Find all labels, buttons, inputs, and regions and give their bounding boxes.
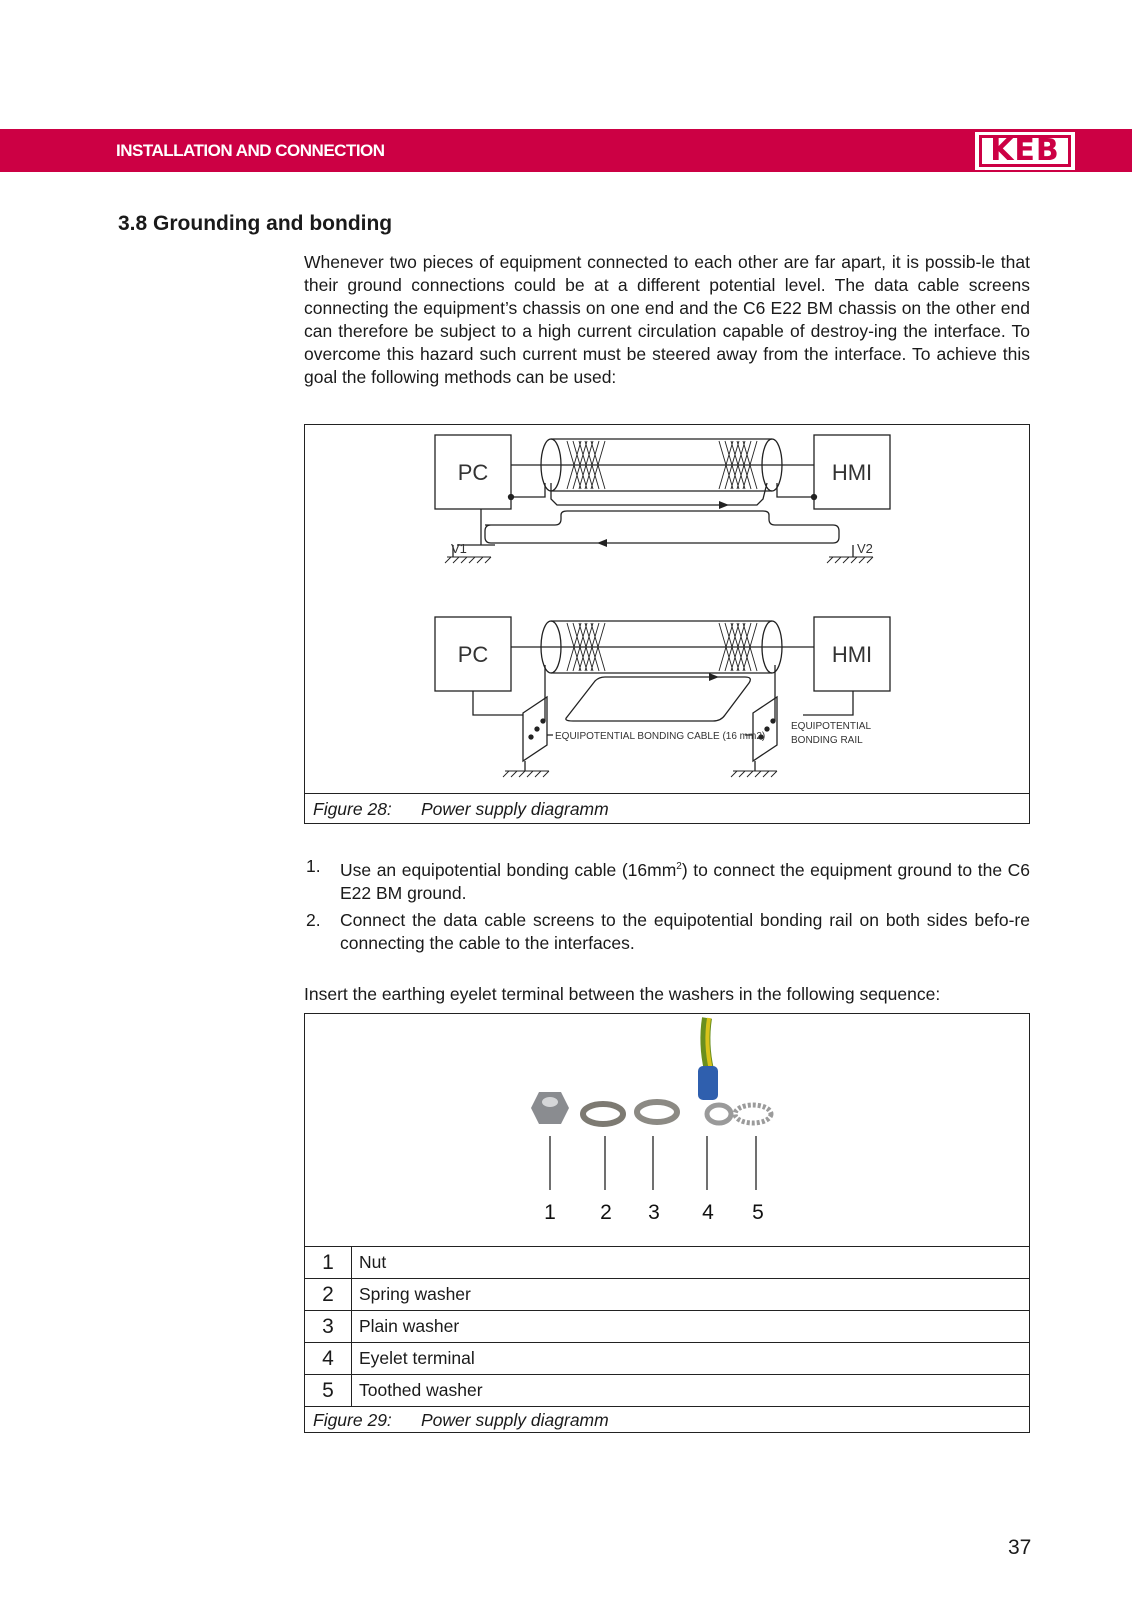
part-name: Eyelet terminal xyxy=(359,1348,475,1368)
figure-28-caption-text: Power supply diagramm xyxy=(421,799,609,819)
callout-2: 2 xyxy=(600,1201,612,1224)
callout-1: 1 xyxy=(544,1201,556,1224)
hmi-label-bottom: HMI xyxy=(831,642,873,667)
superscript: 2 xyxy=(676,861,682,872)
step-text: Connect the data cable screens to the equipotential bonding rail on both sides befo-re connecting the cable to the interfaces. xyxy=(340,909,1030,953)
step-number: 2. xyxy=(306,909,321,930)
header-section-title: INSTALLATION AND CONNECTION xyxy=(116,141,385,160)
rail-label-line2: BONDING RAIL xyxy=(791,735,863,746)
table-row xyxy=(305,1246,1029,1278)
pc-label-bottom: PC xyxy=(457,642,489,667)
eyelet-terminal-icon xyxy=(707,1105,731,1123)
part-number: 3 xyxy=(305,1311,352,1342)
toothed-washer-icon xyxy=(735,1105,771,1123)
table-row xyxy=(305,1342,1029,1374)
callout-3: 3 xyxy=(648,1201,660,1224)
step-text: Use an equipotential bonding cable (16mm xyxy=(340,859,677,880)
v1-label: V1 xyxy=(451,541,467,556)
bonding-cable-label: EQUIPOTENTIAL BONDING CABLE (16 mm2) xyxy=(555,731,766,742)
part-number: 2 xyxy=(305,1279,352,1310)
hmi-label-top: HMI xyxy=(831,460,873,485)
part-name: Plain washer xyxy=(359,1316,460,1336)
figure-29 xyxy=(304,1013,1030,1433)
table-row xyxy=(305,1374,1029,1406)
insert-instruction: Insert the earthing eyelet terminal between the washers in the following sequence: xyxy=(304,984,941,1004)
pc-label-top: PC xyxy=(457,460,489,485)
page-number: 37 xyxy=(1008,1536,1032,1559)
intro-paragraph: Whenever two pieces of equipment connected to each other are far apart, it is possib-le that their ground connections could be at a different potential level. The data cable screens connecting the equipment’s chassis on one end and the C6 E22 BM chassis on the other end can therefore be subject to a high current circulation capable of destroy-ing the interface. To overcome this hazard such current must be steered away from the interface. To achieve this goal the following methods can be used: xyxy=(304,252,1030,387)
figure-28-number: Figure 28: xyxy=(313,799,392,819)
keb-logo-text: KEB xyxy=(979,135,1071,167)
callout-4: 4 xyxy=(702,1201,714,1224)
section-title: 3.8 Grounding and bonding xyxy=(118,212,393,235)
parts-table xyxy=(305,1246,1029,1406)
step-1 xyxy=(304,855,1030,905)
figure-29-caption xyxy=(305,1406,1029,1433)
part-number: 5 xyxy=(305,1375,352,1406)
washer-sequence-photo xyxy=(305,1014,1029,1246)
part-name: Toothed washer xyxy=(359,1380,483,1400)
figure-28-caption xyxy=(305,793,1029,824)
callout-5: 5 xyxy=(752,1201,764,1224)
table-row xyxy=(305,1310,1029,1342)
keb-logo xyxy=(975,132,1075,170)
step-number: 1. xyxy=(306,856,321,876)
figure-28 xyxy=(304,424,1030,824)
table-row xyxy=(305,1278,1029,1310)
v2-label: V2 xyxy=(857,541,873,556)
part-name: Nut xyxy=(359,1252,387,1272)
nut-icon xyxy=(531,1092,569,1124)
part-name: Spring washer xyxy=(359,1284,471,1304)
part-number: 4 xyxy=(305,1343,352,1374)
part-number: 1 xyxy=(305,1247,352,1278)
bonding-steps xyxy=(304,855,1030,959)
figure-29-caption-text: Power supply diagramm xyxy=(421,1410,609,1430)
bonding-diagram xyxy=(305,425,1029,791)
step-2 xyxy=(304,909,1030,955)
step-text-cont: ) to connect the equipment ground to the C6 E22 BM ground. xyxy=(340,859,1030,903)
rail-label-line1: EQUIPOTENTIAL xyxy=(791,721,872,732)
spring-washer-icon xyxy=(583,1104,623,1124)
figure-29-number: Figure 29: xyxy=(313,1410,392,1430)
plain-washer-icon xyxy=(637,1102,677,1122)
